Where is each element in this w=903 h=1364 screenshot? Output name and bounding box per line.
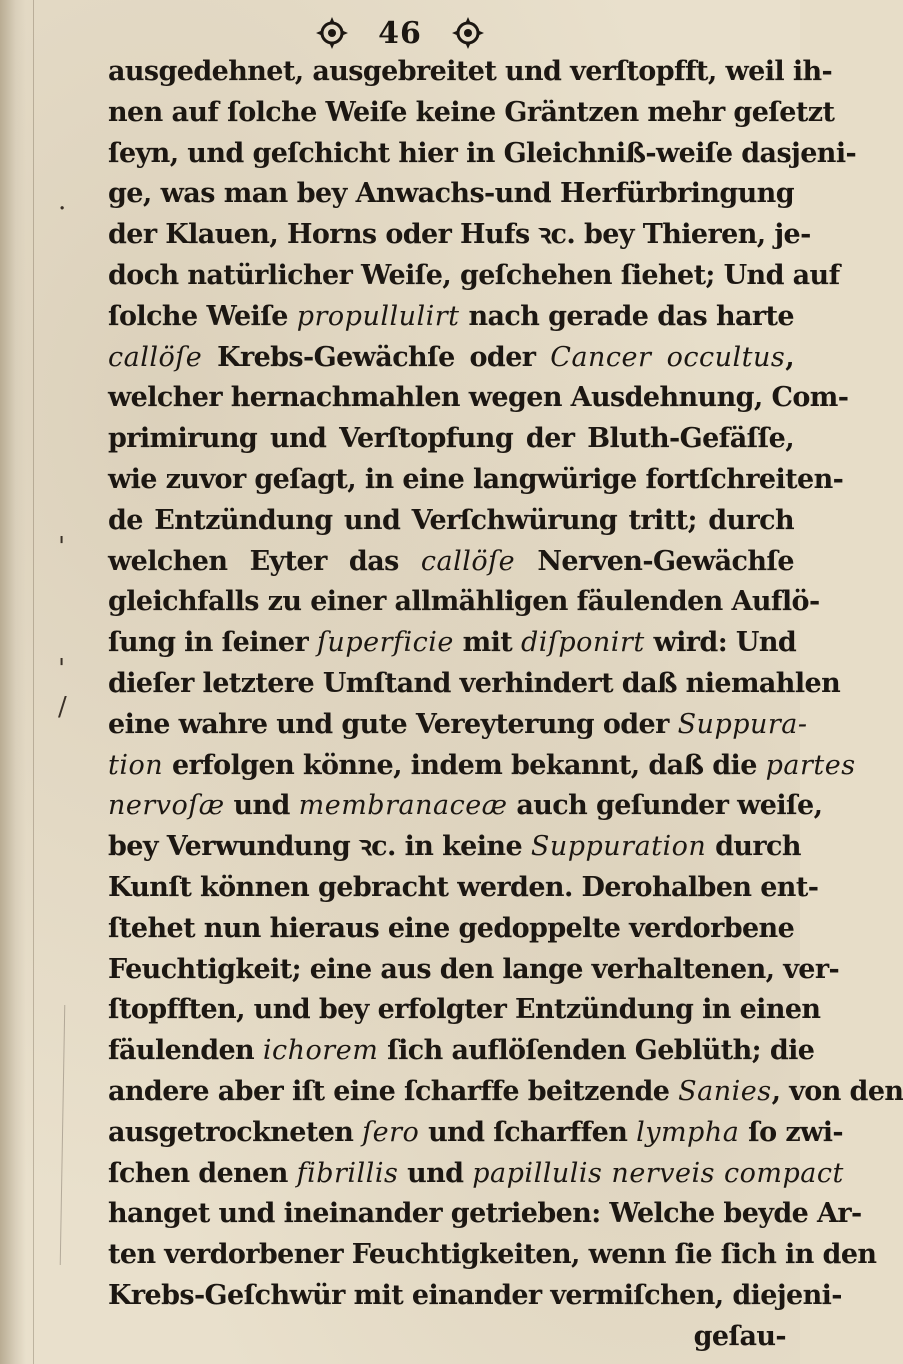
- text-line: [108, 950, 840, 991]
- text-run: ſero: [362, 1116, 420, 1148]
- text-run: dieſer letztere Umſtand verhindert daß niemahlen: [108, 667, 841, 699]
- floral-ornament-icon: [314, 15, 350, 51]
- text-run: durch: [706, 831, 801, 863]
- text-line: [108, 419, 794, 460]
- text-line: [108, 460, 844, 501]
- text-line: [108, 746, 856, 787]
- text-run: primirung und Verſtopfung der Bluth-Gefäſſe,: [108, 423, 794, 455]
- text-run: ausgedehnet, ausgebreitet und verſtopfft, weil ih-: [108, 56, 833, 87]
- text-line: [108, 378, 849, 419]
- text-run: ge, was man bey Anwachs-und Herfürbringung: [108, 178, 794, 210]
- text-run: ſtehet nun hieraus eine gedoppelte verdorbene: [108, 912, 795, 944]
- margin-mark: ': [58, 532, 66, 562]
- text-run: ſchen denen: [108, 1157, 297, 1189]
- text-line: [108, 174, 794, 215]
- text-run: andere aber iſt eine ſcharffe beitzende: [108, 1075, 679, 1107]
- page-header: [0, 8, 800, 58]
- margin-mark: /: [58, 692, 67, 722]
- text-line: [108, 1031, 815, 1072]
- text-run: Nerven-Gewächſe: [515, 545, 794, 577]
- text-run: propullulirt: [296, 300, 460, 332]
- text-run: wie zuvor geſagt, in eine langwürige fortſchreiten-: [108, 463, 844, 495]
- text-run: callöſe: [108, 341, 203, 373]
- text-line: [108, 1113, 843, 1154]
- text-run: welcher hernachmahlen wegen Ausdehnung, Com-: [108, 382, 849, 414]
- text-run: partes: [765, 749, 856, 781]
- text-run: nervoſæ: [108, 790, 225, 822]
- text-run: ,: [785, 341, 795, 373]
- text-line: [108, 542, 794, 583]
- text-run: ſolche Weiſe: [108, 300, 297, 332]
- text-run: Kunſt können gebracht werden. Derohalben ent-: [108, 871, 819, 903]
- text-line: [108, 1154, 844, 1195]
- text-run: der Klauen, Horns oder Hufs ꝛc. bey Thieren, je-: [108, 219, 811, 251]
- text-line: [108, 705, 808, 746]
- text-run: und: [398, 1157, 473, 1189]
- text-run: lympha: [636, 1116, 740, 1148]
- text-run: Cancer occultus: [550, 341, 786, 373]
- text-run: doch natürlicher Weiſe, geſchehen ſiehet; Und auf: [108, 259, 840, 291]
- text-line: [108, 52, 833, 93]
- text-run: ſich auflöſenden Geblüth; die: [378, 1035, 815, 1067]
- text-run: ſtopfften, und bey erfolgter Entzündung in einen: [108, 994, 821, 1026]
- text-run: , von den: [771, 1075, 903, 1107]
- text-run: hanget und ineinander getrieben: Welche beyde Ar-: [108, 1198, 862, 1230]
- text-run: ichorem: [262, 1035, 379, 1067]
- text-run: ten verdorbener Feuchtigkeiten, wenn ſie ſich in den: [108, 1239, 877, 1271]
- text-line: [108, 664, 841, 705]
- text-run: Krebs-Gewächſe oder: [202, 341, 551, 373]
- text-run: gleichfalls zu einer allmähligen fäulenden Auflö-: [108, 586, 820, 618]
- text-run: welchen Eyter das: [108, 545, 421, 577]
- text-run: callöſe: [420, 545, 516, 577]
- text-line: [108, 1276, 842, 1317]
- text-run: ſuperficie: [316, 627, 454, 659]
- text-run: papillulis nerveis compact: [472, 1157, 844, 1189]
- text-line: [108, 338, 794, 379]
- text-line: [108, 297, 794, 338]
- text-run: eine wahre und gute Vereyterung oder: [108, 708, 678, 740]
- text-run: mit: [453, 627, 521, 659]
- text-line: [108, 909, 794, 950]
- text-run: nen auf ſolche Weiſe keine Gräntzen mehr geſetzt: [108, 96, 835, 128]
- text-run: bey Verwundung ꝛc. in keine: [108, 831, 531, 863]
- text-run: und: [224, 790, 299, 822]
- text-line: [108, 1194, 862, 1235]
- text-run: ſo zwi-: [739, 1116, 843, 1148]
- text-run: ſeyn, und geſchicht hier in Gleichniß-weiſe dasjeni-: [108, 137, 857, 169]
- text-line: [108, 827, 801, 868]
- text-line: [108, 623, 797, 664]
- text-run: Feuchtigkeit; eine aus den lange verhaltenen, ver-: [108, 953, 840, 985]
- text-run: und ſcharffen: [419, 1116, 637, 1148]
- pencil-stroke: [60, 1005, 66, 1265]
- text-line: [108, 582, 820, 623]
- text-line: [108, 256, 840, 297]
- text-run: Suppura-: [677, 708, 808, 740]
- text-run: ausgetrockneten: [108, 1116, 363, 1148]
- body-text: [108, 52, 903, 1358]
- text-run: diſponirt: [520, 627, 645, 659]
- text-line: [108, 868, 819, 909]
- text-run: fibrillis: [296, 1157, 399, 1189]
- margin-mark: ': [58, 654, 66, 684]
- page-number: 46: [378, 15, 422, 51]
- floral-ornament-icon: [450, 15, 486, 51]
- text-line: [108, 1072, 903, 1113]
- text-run: Suppuration: [530, 831, 707, 863]
- text-run: de Entzündung und Verſchwürung tritt; durch: [108, 504, 794, 536]
- text-line: [108, 215, 811, 256]
- text-line: [108, 93, 835, 134]
- margin-mark: .: [58, 186, 67, 216]
- text-run: Krebs-Geſchwür mit einander vermiſchen, diejeni-: [108, 1279, 842, 1311]
- text-run: membranaceæ: [298, 790, 508, 822]
- text-line: [108, 1235, 877, 1276]
- text-run: auch geſunder weiſe,: [507, 790, 823, 822]
- text-line: [108, 990, 821, 1031]
- text-run: fäulenden: [108, 1035, 263, 1067]
- text-run: nach gerade das harte: [459, 300, 794, 332]
- text-line: [108, 786, 823, 827]
- text-run: erfolgen könne, indem bekannt, daß die: [163, 749, 766, 781]
- text-run: tion: [108, 749, 164, 781]
- catchword: geſau-: [693, 1320, 786, 1352]
- text-run: Sanies: [678, 1075, 772, 1107]
- text-run: ſung in ſeiner: [108, 627, 317, 659]
- page-edge-shadow: [0, 0, 26, 1364]
- text-line: [108, 134, 857, 175]
- text-run: wird: Und: [644, 627, 797, 659]
- text-line: [108, 501, 794, 542]
- gutter-line: [33, 0, 34, 1364]
